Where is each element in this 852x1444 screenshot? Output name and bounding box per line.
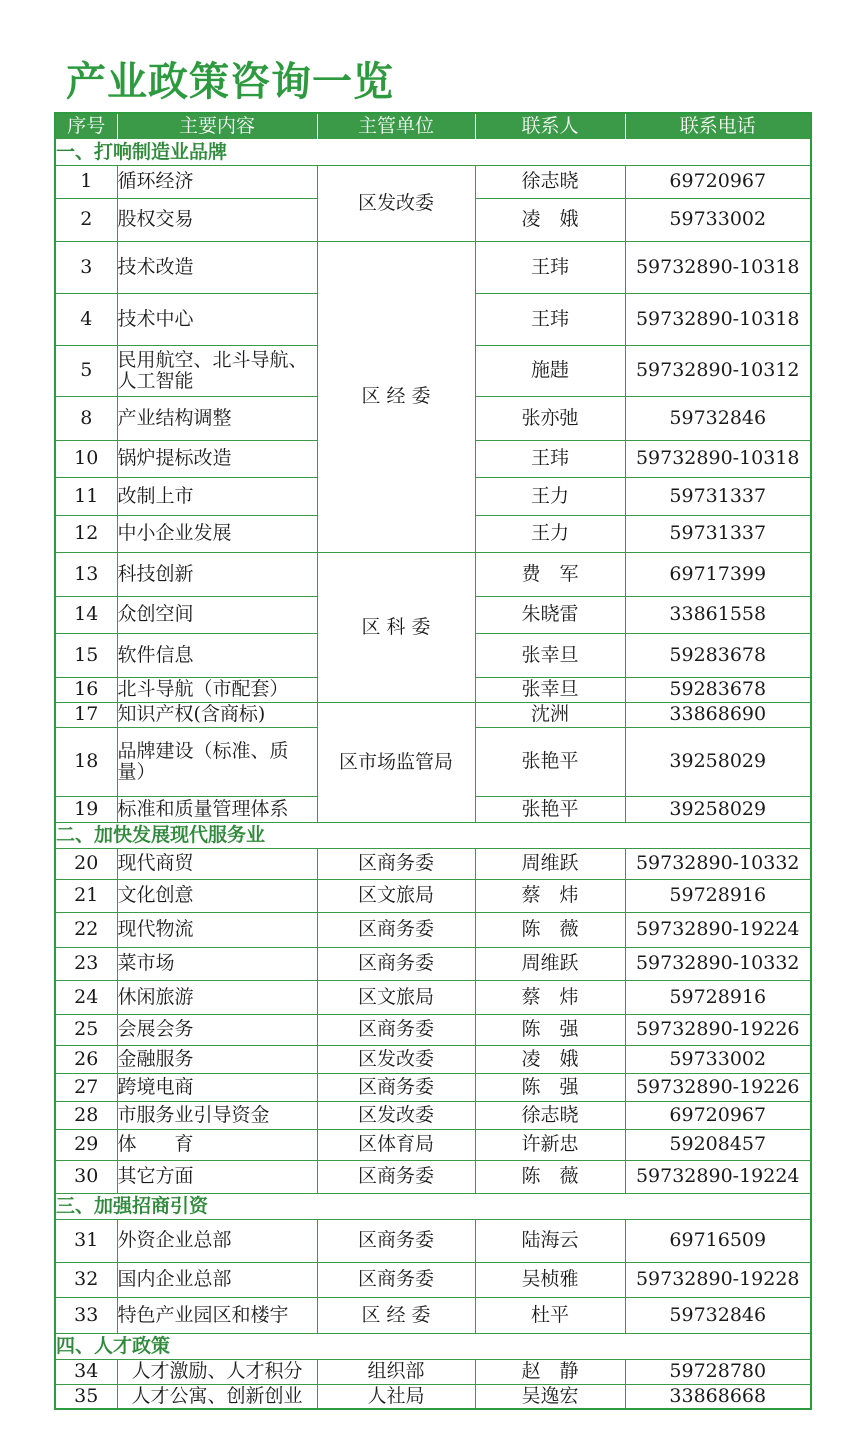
row-no: 1 [55,165,117,198]
row-no: 12 [55,515,117,552]
row-no: 22 [55,912,117,947]
row-phone: 59732890-19224 [625,912,811,947]
row-content: 市服务业引导资金 [117,1101,317,1129]
row-content: 知识产权(含商标) [117,702,317,727]
row-unit: 区发改委 [317,1101,475,1129]
row-person: 费 军 [475,552,625,596]
header-phone: 联系电话 [625,113,811,139]
row-no: 4 [55,293,117,345]
row-content: 科技创新 [117,552,317,596]
row-person: 陈 薇 [475,912,625,947]
row-person: 蔡 炜 [475,879,625,912]
row-no: 34 [55,1359,117,1384]
row-no: 26 [55,1045,117,1073]
row-unit: 人社局 [317,1384,475,1409]
row-content: 中小企业发展 [117,515,317,552]
row-no: 20 [55,848,117,879]
row-content: 锅炉提标改造 [117,440,317,477]
row-phone: 59733002 [625,198,811,241]
row-no: 3 [55,241,117,293]
row-person: 王力 [475,477,625,515]
row-content: 北斗导航（市配套） [117,677,317,702]
row-person: 沈洲 [475,702,625,727]
row-content: 其它方面 [117,1160,317,1193]
row-unit: 区商务委 [317,848,475,879]
section-row [55,1193,811,1219]
row-phone: 59732890-10318 [625,440,811,477]
row-person: 张幸旦 [475,633,625,677]
row-content: 循环经济 [117,165,317,198]
row-content: 民用航空、北斗导航、人工智能 [117,345,317,396]
row-no: 31 [55,1219,117,1262]
row-content: 现代商贸 [117,848,317,879]
row-person: 王力 [475,515,625,552]
section-row [55,1333,811,1359]
row-content: 品牌建设（标准、质量） [117,727,317,796]
table-row [55,1045,811,1073]
section-row [55,139,811,165]
row-unit: 区市场监管局 [317,702,475,822]
table-row [55,1160,811,1193]
table-row [55,552,811,596]
row-no: 11 [55,477,117,515]
row-content: 软件信息 [117,633,317,677]
row-phone: 69717399 [625,552,811,596]
row-unit: 区商务委 [317,912,475,947]
row-phone: 59208457 [625,1129,811,1160]
row-person: 张幸旦 [475,677,625,702]
row-person: 朱晓雷 [475,596,625,633]
row-unit: 区发改委 [317,165,475,241]
row-unit: 区 经 委 [317,241,475,552]
row-phone: 59732890-19224 [625,1160,811,1193]
row-content: 跨境电商 [117,1073,317,1101]
row-unit: 区文旅局 [317,879,475,912]
row-content: 人才激励、人才积分 [117,1359,317,1384]
table-row [55,165,811,198]
row-phone: 59728916 [625,980,811,1014]
row-phone: 59732890-10318 [625,293,811,345]
row-person: 凌 娥 [475,198,625,241]
row-no: 30 [55,1160,117,1193]
table-row [55,1101,811,1129]
row-phone: 59732890-19226 [625,1014,811,1045]
row-person: 周维跃 [475,947,625,980]
row-person: 许新忠 [475,1129,625,1160]
row-no: 14 [55,596,117,633]
row-no: 2 [55,198,117,241]
row-person: 王玮 [475,440,625,477]
row-person: 徐志晓 [475,1101,625,1129]
row-content: 国内企业总部 [117,1262,317,1297]
table-row [55,1014,811,1045]
table-row [55,1073,811,1101]
table-row [55,1384,811,1409]
row-no: 28 [55,1101,117,1129]
row-unit: 区商务委 [317,1073,475,1101]
row-unit: 区商务委 [317,1262,475,1297]
row-person: 吴桢雅 [475,1262,625,1297]
row-phone: 59732890-10332 [625,848,811,879]
table-header-row [55,113,811,139]
table-row [55,912,811,947]
row-phone: 33868690 [625,702,811,727]
row-person: 张艳平 [475,796,625,822]
row-phone: 59732846 [625,396,811,440]
row-no: 5 [55,345,117,396]
row-content: 现代物流 [117,912,317,947]
row-content: 技术中心 [117,293,317,345]
row-no: 24 [55,980,117,1014]
row-person: 凌 娥 [475,1045,625,1073]
row-phone: 59731337 [625,477,811,515]
row-content: 产业结构调整 [117,396,317,440]
row-no: 18 [55,727,117,796]
row-content: 体 育 [117,1129,317,1160]
row-no: 17 [55,702,117,727]
row-person: 蔡 炜 [475,980,625,1014]
row-content: 菜市场 [117,947,317,980]
row-unit: 区文旅局 [317,980,475,1014]
row-unit: 区体育局 [317,1129,475,1160]
row-phone: 69720967 [625,1101,811,1129]
row-person: 赵 静 [475,1359,625,1384]
row-phone: 59283678 [625,677,811,702]
row-content: 特色产业园区和楼宇 [117,1297,317,1333]
row-phone: 59732890-10332 [625,947,811,980]
table-row [55,947,811,980]
row-no: 23 [55,947,117,980]
row-unit: 组织部 [317,1359,475,1384]
row-person: 陆海云 [475,1219,625,1262]
row-no: 15 [55,633,117,677]
section-title: 一、打响制造业品牌 [55,139,811,165]
row-phone: 33861558 [625,596,811,633]
row-unit: 区发改委 [317,1045,475,1073]
row-content: 人才公寓、创新创业 [117,1384,317,1409]
row-no: 25 [55,1014,117,1045]
table-row [55,848,811,879]
row-person: 陈 强 [475,1014,625,1045]
row-phone: 69720967 [625,165,811,198]
row-no: 29 [55,1129,117,1160]
row-unit: 区 经 委 [317,1297,475,1333]
row-person: 陈 薇 [475,1160,625,1193]
row-content: 技术改造 [117,241,317,293]
row-no: 33 [55,1297,117,1333]
row-phone: 59732890-19226 [625,1073,811,1101]
table-row [55,241,811,293]
row-phone: 59733002 [625,1045,811,1073]
section-title: 三、加强招商引资 [55,1193,811,1219]
row-no: 16 [55,677,117,702]
row-person: 张亦弛 [475,396,625,440]
row-unit: 区商务委 [317,1014,475,1045]
table-row [55,1262,811,1297]
table-row [55,879,811,912]
row-person: 施韪 [475,345,625,396]
row-no: 35 [55,1384,117,1409]
row-phone: 59728780 [625,1359,811,1384]
row-no: 8 [55,396,117,440]
section-row [55,822,811,848]
row-person: 徐志晓 [475,165,625,198]
row-content: 众创空间 [117,596,317,633]
row-person: 张艳平 [475,727,625,796]
row-person: 周维跃 [475,848,625,879]
table-row [55,1359,811,1384]
header-unit: 主管单位 [317,113,475,139]
row-content: 金融服务 [117,1045,317,1073]
policy-table [54,112,812,1410]
row-content: 外资企业总部 [117,1219,317,1262]
row-unit: 区商务委 [317,947,475,980]
row-unit: 区商务委 [317,1160,475,1193]
row-phone: 59728916 [625,879,811,912]
table-row [55,1129,811,1160]
row-person: 王玮 [475,293,625,345]
row-content: 股权交易 [117,198,317,241]
table-row [55,1219,811,1262]
row-person: 陈 强 [475,1073,625,1101]
row-phone: 59732846 [625,1297,811,1333]
row-phone: 33868668 [625,1384,811,1409]
row-content: 标准和质量管理体系 [117,796,317,822]
row-phone: 69716509 [625,1219,811,1262]
header-no: 序号 [55,113,117,139]
row-no: 32 [55,1262,117,1297]
row-no: 21 [55,879,117,912]
header-person: 联系人 [475,113,625,139]
table-row [55,702,811,727]
row-phone: 59732890-10312 [625,345,811,396]
row-person: 吴逸宏 [475,1384,625,1409]
row-no: 10 [55,440,117,477]
row-no: 19 [55,796,117,822]
row-unit: 区 科 委 [317,552,475,702]
table-row [55,980,811,1014]
row-unit: 区商务委 [317,1219,475,1262]
row-content: 文化创意 [117,879,317,912]
page-title: 产业政策咨询一览 [66,59,394,105]
row-content: 休闲旅游 [117,980,317,1014]
row-person: 杜平 [475,1297,625,1333]
row-content: 会展会务 [117,1014,317,1045]
row-phone: 39258029 [625,727,811,796]
row-phone: 39258029 [625,796,811,822]
row-phone: 59283678 [625,633,811,677]
row-no: 13 [55,552,117,596]
row-phone: 59731337 [625,515,811,552]
row-phone: 59732890-19228 [625,1262,811,1297]
table-row [55,1297,811,1333]
row-content: 改制上市 [117,477,317,515]
header-content: 主要内容 [117,113,317,139]
row-person: 王玮 [475,241,625,293]
row-phone: 59732890-10318 [625,241,811,293]
section-title: 二、加快发展现代服务业 [55,822,811,848]
row-no: 27 [55,1073,117,1101]
section-title: 四、人才政策 [55,1333,811,1359]
